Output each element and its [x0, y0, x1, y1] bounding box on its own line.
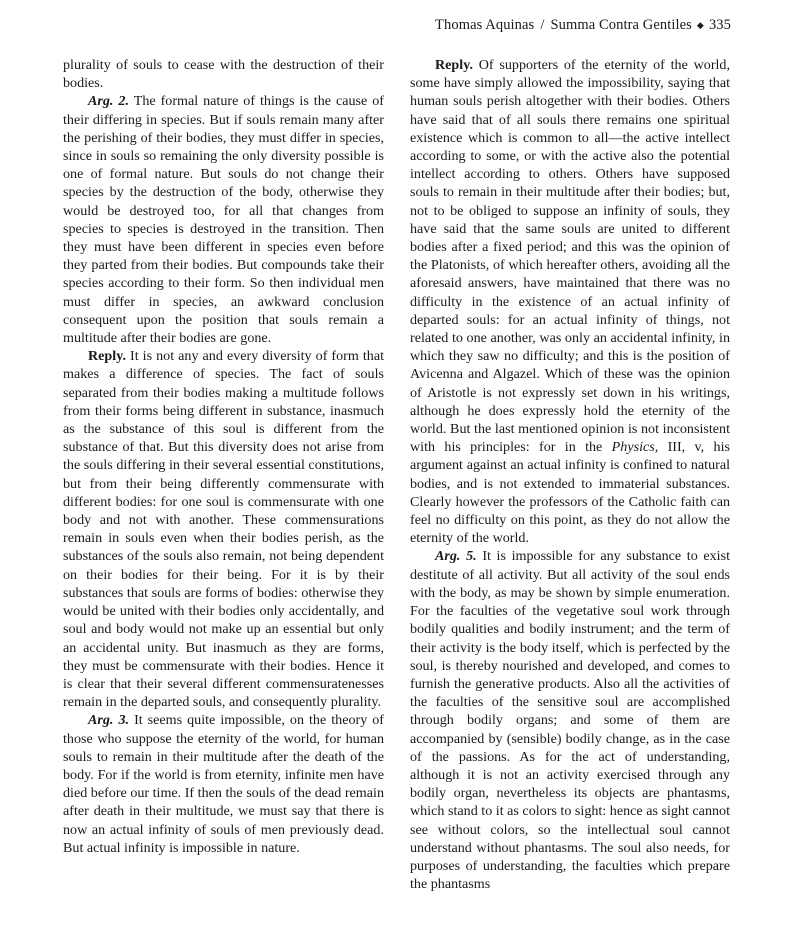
right-column [410, 56, 730, 893]
left-column [63, 56, 384, 857]
paragraph-text: It is not any and every diversity of form that makes a difference of species. The fact of souls separated from their bodies making a multitude follows from their forms being different in substance, inasmuch as the substance of this soul is different from the substance of that. But this diversity does not arise from the souls differing in their several essential constitutions, but from their being differently commensurate with different bodies: for one soul is commensurate with one body and not with another. These commensurations remain in souls even when their bodies perish, as the substances of the souls also remain, not being dependent on their bodies for their being. For it is by their substances that souls are forms of bodies: otherwise they would be united with their bodies only accidentally, and soul and body would not make up an essential but only an accidental unity. But inasmuch as they are forms, they must be commensurate with their bodies. Hence it is clear that their several different commensuratenesses remain in the departed souls, and consequently plurality. [63, 348, 384, 711]
running-head [435, 17, 731, 34]
paragraph-arg-5 [410, 547, 730, 893]
paragraph-text: plurality of souls to cease with the destruction of their bodies. [63, 57, 384, 92]
paragraph-continuation [63, 56, 384, 92]
paragraph-text: It is impossible for any substance to exist destitute of all activity. But all activity of the soul ends with the body, as may be shown by simple enumeration. For the faculties of the vegetative soul work through bodily qualities and bodily instrument; and the term of their activity is the body itself, which is perfected by the soul, is thereby nourished and developed, and comes to furnish the generative products. Also all the activities of the faculties of the sensitive soul are accomplished through bodily organs; and some of them are accompanied by (sensible) bodily change, as in the case of the passions. As for the act of understanding, although it is not an activity exercised through any bodily organ, nevertheless its objects are phantasms, which stand to it as colors to sight: hence as sight cannot see without colors, so the intellectual soul cannot understand without phantasms. The soul also needs, for purposes of understanding, the faculties which prepare the phantasms [410, 548, 730, 893]
running-head-separator: / [540, 17, 545, 33]
paragraph-text: It seems quite impossible, on the theory of those who suppose the eternity of the world, for human souls to remain in their multitude after the death of the body. For if the world is from eternity, infinite men have died before our time. If then the souls of the dead remain after death in their multitude, we must say that there is now an actual infinity of souls of men previously dead. But actual infinity is impossible in nature. [63, 712, 384, 856]
reply-label: Reply. [88, 348, 126, 365]
paragraph-reply [410, 56, 730, 547]
paragraph-text: The formal nature of things is the cause of their differing in species. But if souls remain many after the perishing of their bodies, they must differ in species, since in souls so remaining the only diversity possible is one of formal nature. But souls do not change their species by the destruction of the body, otherwise they would be destroyed too, for all that changes from species to species is destroyed in the transition. Then they must have been different in species even before they parted from their bodies. But compounds take their species according to their form. So then individual men must differ in species, an awkward conclusion consequent upon the position that souls remain a multitude after their bodies are gone. [63, 93, 384, 347]
paragraph-reply [63, 347, 384, 711]
paragraph-text: Of supporters of the eternity of the world, some have simply allowed the impossibility, saying that human souls perish altogether with their bodies. Others have said that of all souls there remains one spiritual existence which is common to all—the active intellect according to some, or with the active also the potential intellect according to others. Others have supposed souls to remain in their multitude after their bodies; but, not to be obliged to suppose an infinity of souls, they have said that the same souls are united to different bodies after a fixed period; and this was the opinion of the Platonists, of which hereafter others, avoiding all the aforesaid answers, have maintained that there was no difficulty in the existence of an actual infinity of departed souls: for an actual infinity of things, not related to one another, was only an accidental infinity, in which they saw no difficulty; and this is the position of Avicenna and Algazel. Which of these was the opinion of Aristotle is not expressly set down in his writings, although he does expressly hold the eternity of the world. But the last mentioned opinion is not inconsistent with his principles: for in the [410, 57, 730, 456]
page-number: 335 [708, 17, 731, 33]
italic-title: Physics, [611, 439, 659, 456]
arg-label: Arg. 2. [88, 93, 129, 110]
paragraph-arg-3 [63, 711, 384, 857]
running-head-title: Summa Contra Gentiles [550, 17, 692, 33]
paragraph-arg-2 [63, 92, 384, 347]
reply-label: Reply. [435, 57, 473, 73]
arg-label: Arg. 3. [88, 712, 130, 729]
diamond-ornament-icon: ◆ [696, 20, 704, 30]
paragraph-text: III, v, his argument against an actual infinity is confined to natural bodies, and is not extended to immaterial substances. Clearly however the professors of the Catholic faith can feel no difficulty on this point, as they do not allow the eternity of the world. [410, 439, 730, 547]
arg-label: Arg. 5. [435, 548, 477, 565]
running-head-author: Thomas Aquinas [435, 17, 535, 33]
